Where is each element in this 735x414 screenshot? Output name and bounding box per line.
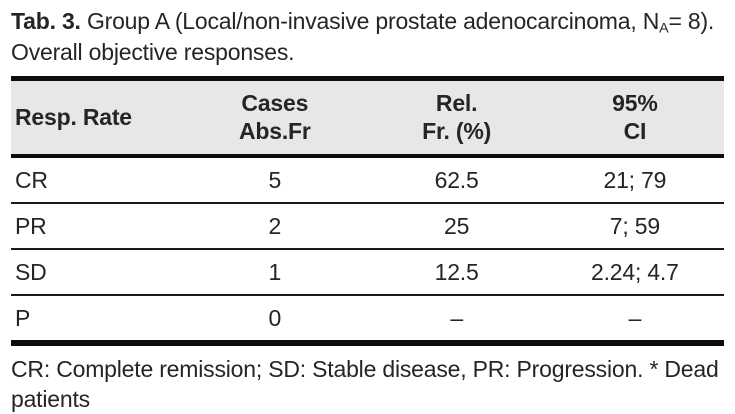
cell-rel-fr: 25 (444, 213, 470, 239)
table-row-cr (11, 156, 724, 203)
cell-ci: 2.24; 4.7 (591, 259, 679, 285)
caption-text-1: Group A (Local/non-invasive prostate adenocarcinoma, N (80, 8, 660, 34)
column-header-resp-rate: Resp. Rate (15, 104, 132, 130)
cell-rel-fr: 62.5 (434, 167, 479, 193)
responses-table (11, 76, 724, 346)
table-row-pr (11, 203, 724, 249)
column-header-95-ci (546, 79, 724, 157)
table-footnote: CR: Complete remission; SD: Stable disease, PR: Progression. * Dead patients (11, 356, 719, 412)
caption-label: Tab. 3. (11, 8, 81, 34)
cell-resp-rate: CR (15, 167, 48, 193)
header-line: Cases (241, 90, 309, 116)
column-header-rel-fr (367, 79, 545, 157)
cell-resp-rate: SD (15, 259, 47, 285)
header-line: Fr. (%) (422, 118, 492, 144)
table-header-row (11, 79, 724, 157)
cell-rel-fr: 12.5 (434, 259, 479, 285)
table-row-p (11, 295, 724, 343)
header-line: 95% (612, 90, 658, 116)
cell-ci: – (628, 305, 642, 331)
cell-cases: 0 (268, 305, 282, 331)
column-header-cases-abs-fr (182, 79, 367, 157)
cell-resp-rate: PR (15, 213, 47, 239)
cell-ci: 21; 79 (603, 167, 667, 193)
header-line: Abs.Fr (238, 118, 311, 144)
header-line: CI (623, 118, 647, 144)
cell-rel-fr: – (450, 305, 463, 331)
cell-cases: 1 (268, 259, 282, 285)
cell-resp-rate: P (15, 305, 31, 331)
caption-subscript: A (659, 20, 669, 37)
cell-cases: 2 (268, 213, 282, 239)
table-row-sd (11, 249, 724, 295)
caption-text-2: = 8). Overall objective responses. (11, 8, 715, 65)
cell-cases: 5 (268, 167, 282, 193)
table-caption (11, 6, 725, 68)
header-line: Rel. (435, 90, 478, 116)
cell-ci: 7; 59 (609, 213, 660, 239)
